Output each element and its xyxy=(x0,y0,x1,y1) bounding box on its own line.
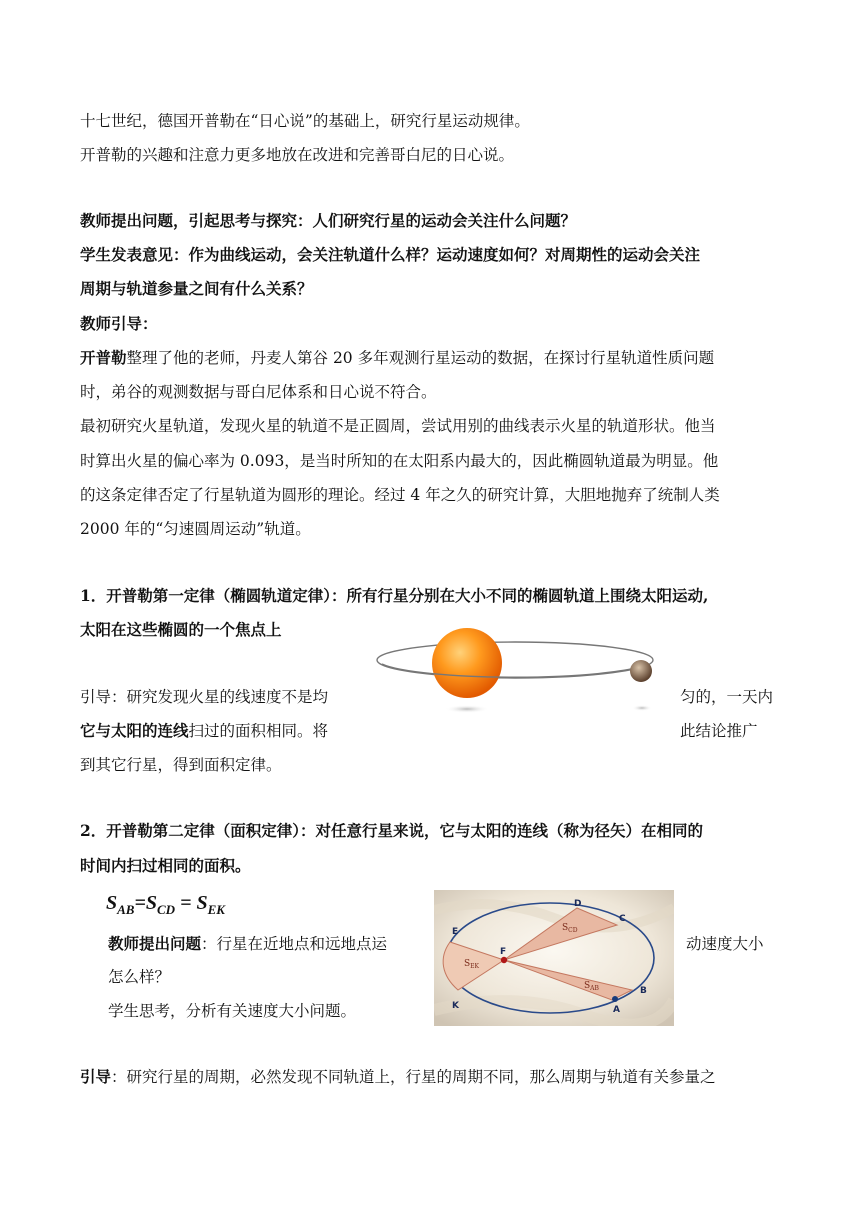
guide1-line2 xyxy=(80,720,758,742)
law2-line2: 时间内扫过相同的面积。 xyxy=(80,856,251,875)
final-guide-line xyxy=(80,1066,716,1088)
area-law-diagram xyxy=(434,890,674,1026)
mars-para-line4: 2000 年的“匀速圆周运动”轨道。 xyxy=(80,520,311,538)
kepler-para-line2: 时，弟谷的观测数据与哥白尼体系和日心说不符合。 xyxy=(80,383,437,401)
guide1-bold: 它与太阳的连线 xyxy=(80,721,189,740)
para-intro-1: 十七世纪，德国开普勒在“日心说”的基础上，研究行星运动规律。 xyxy=(80,112,530,130)
area-formula: $S_{AB}=S_{CD} = S_{EK}$ xyxy=(106,892,225,917)
teacher-q2-line2: 怎么样？ xyxy=(108,968,171,986)
kepler-para-line1 xyxy=(80,347,714,369)
kepler-bold: 开普勒 xyxy=(80,348,127,367)
law2-line1: 2．开普勒第二定律（面积定律）：对任意行星来说，它与太阳的连线（称为径矢）在相同的 xyxy=(80,821,704,840)
sun-icon xyxy=(432,628,502,698)
mars-para-line3: 的这条定律否定了行星轨道为圆形的理论。经过 4 年之久的研究计算，大胆地抛弃了统制人类 xyxy=(80,486,720,504)
teacher-q2-line1 xyxy=(108,933,764,955)
teacher-q2-bold: 教师提出问题 xyxy=(108,934,202,953)
label-b: B xyxy=(640,986,647,996)
mars-para-line1: 最初研究火星轨道，发现火星的轨道不是正圆周，尝试用别的曲线表示火星的轨道形状。他当 xyxy=(80,417,716,435)
label-c: C xyxy=(619,914,626,924)
para-intro-2: 开普勒的兴趣和注意力更多地放在改进和完善哥白尼的日心说。 xyxy=(80,146,515,164)
sun-orbit-illustration xyxy=(372,622,672,722)
student-answer-line1: 学生发表意见：作为曲线运动，会关注轨道什么样？运动速度如何？对周期性的运动会关注 xyxy=(80,245,701,264)
label-e: E xyxy=(452,927,459,937)
law1-line1: 1．开普勒第一定律（椭圆轨道定律）：所有行星分别在大小不同的椭圆轨道上围绕太阳运动, xyxy=(80,586,709,605)
guide1-left: 引导：研究发现火星的线速度不是均 xyxy=(80,688,329,706)
student-answer-line2: 周期与轨道参量之间有什么关系？ xyxy=(80,279,313,298)
guide1-mid: 扫过的面积相同。将 xyxy=(188,722,329,740)
planet-icon xyxy=(630,660,652,682)
final-guide-text: ：研究行星的周期，必然发现不同轨道上，行星的周期不同，那么周期与轨道有关参量之 xyxy=(111,1068,716,1086)
mars-para-line2: 时算出火星的偏心率为 0.093，是当时所知的在太阳系内最大的，因此椭圆轨道最为明显。他 xyxy=(80,452,719,470)
label-s-ek: $S_{EK}$ xyxy=(464,959,480,970)
teacher-question: 教师提出问题，引起思考与探究：人们研究行星的运动会关注什么问题？ xyxy=(80,211,577,230)
guide1-line1 xyxy=(80,686,774,708)
teacher-q2-right: 动速度大小 xyxy=(686,935,764,953)
law1-line2: 太阳在这些椭圆的一个焦点上 xyxy=(80,620,282,639)
teacher-q2-line3: 学生思考，分析有关速度大小问题。 xyxy=(108,1002,357,1020)
label-s-ab: $S_{AB}$ xyxy=(584,981,599,992)
guide1-line3: 到其它行星，得到面积定律。 xyxy=(80,756,282,774)
teacher-guide-title: 教师引导： xyxy=(80,314,158,333)
label-s-cd: $S_{CD}$ xyxy=(562,923,578,934)
final-guide-bold: 引导 xyxy=(80,1067,112,1086)
label-f: F xyxy=(500,947,507,957)
guide1-right: 匀的，一天内 xyxy=(680,688,774,706)
label-d: D xyxy=(574,899,582,909)
label-a: A xyxy=(613,1005,620,1015)
label-k: K xyxy=(452,1001,459,1011)
kepler-line1-text: 整理了他的老师，丹麦人第谷 20 多年观测行星运动的数据，在探讨行星轨道性质问题 xyxy=(126,349,715,367)
guide1-right2: 此结论推广 xyxy=(680,722,758,740)
teacher-q2-text: ：行星在近地点和远地点运 xyxy=(201,935,388,953)
